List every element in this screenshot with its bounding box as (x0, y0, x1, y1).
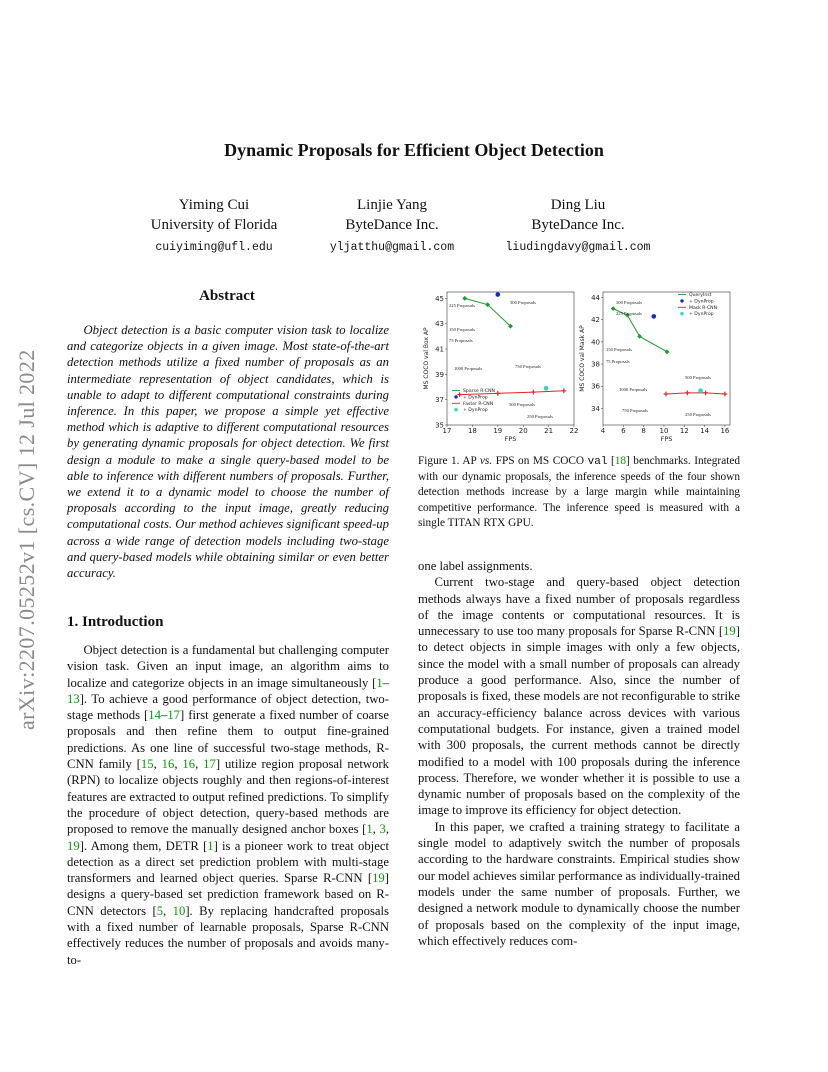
citation-link[interactable]: 3 (379, 822, 386, 837)
legend-label: Sparse R-CNN (463, 389, 495, 394)
y-axis-label: MS COCO val Mask AP (579, 325, 586, 392)
legend-label: Mask R-CNN (689, 305, 718, 311)
legend-label: Faster R-CNN (463, 401, 494, 407)
x-tick-label: 16 (720, 427, 730, 435)
x-axis-label: FPS (504, 435, 517, 443)
author-name: Yiming Cui (178, 197, 250, 213)
box-ap-chart (423, 292, 578, 443)
data-point (561, 388, 566, 393)
y-tick-label: 42 (591, 316, 600, 325)
citation-link[interactable]: 19 (723, 624, 736, 639)
x-tick-label: 20 (518, 427, 528, 435)
legend-swatch (680, 299, 683, 302)
data-point (652, 314, 657, 319)
citation-link[interactable]: 17 (203, 757, 216, 772)
right-column-text (418, 558, 740, 949)
abstract-heading: Abstract (199, 288, 255, 304)
point-annotation: 250 Proposals (527, 414, 553, 419)
x-tick-label: 10 (659, 427, 669, 435)
point-annotation: 500 Proposals (509, 402, 535, 407)
x-tick-label: 21 (544, 427, 554, 435)
legend-swatch (454, 408, 457, 411)
point-annotation: 75 Proposals (449, 338, 473, 343)
figure-caption: Figure 1. AP vs. FPS on MS COCO val [18] benchmarks. Integrated with our dynamic proposals, the inference speeds of the four shown detection methods increase by a large margin while maintaining competitive performance. The inference speed is measured with a single TITAN RTX GPU. (418, 455, 741, 529)
legend-label: + DynProp (689, 299, 714, 305)
author-email[interactable]: liudingdavy@gmail.com (505, 241, 651, 254)
point-annotation: 300 Proposals (616, 300, 642, 305)
point-annotation: 75 Proposals (606, 359, 630, 364)
citation-link[interactable]: 1 (376, 675, 383, 690)
legend-label: + DynProp (689, 312, 714, 318)
citation-link[interactable]: 1 (207, 838, 214, 853)
data-point (495, 391, 500, 396)
point-annotation: 150 Proposals (449, 327, 475, 332)
y-axis-label: MS COCO val Box AP (423, 327, 430, 390)
data-point (723, 392, 728, 397)
author-email[interactable]: yljatthu@gmail.com (329, 241, 455, 254)
point-annotation: 750 Proposals (622, 408, 648, 413)
citation-link[interactable]: 16 (182, 757, 196, 772)
y-tick-label: 35 (435, 421, 444, 430)
y-tick-label: 40 (591, 338, 600, 347)
point-annotation: 150 Proposals (606, 347, 632, 352)
y-tick-label: 34 (591, 404, 600, 413)
data-point (544, 386, 549, 391)
data-point (664, 392, 669, 397)
author-block-2 (292, 195, 492, 258)
citation-link[interactable]: 16 (161, 757, 175, 772)
y-tick-label: 38 (591, 360, 600, 369)
legend-label: + DynProp (463, 408, 488, 414)
citation-link[interactable]: 18 (614, 455, 627, 467)
data-point (665, 349, 670, 354)
legend-label: + DynProp (463, 395, 488, 401)
author-affiliation: University of Florida (150, 217, 278, 233)
point-annotation: 225 Proposals (616, 311, 642, 316)
body-paragraph: In this paper, we crafted a training strategy to facilitate a single model to adaptively switch the number of proposals according to the hardware constraints. Empirical studies show our model achieves similar performance as individually-trained models under the same number of proposals. Further, we designed a network module to dynamically choose the number of proposals based on the complexity of the input image, which effectively reduces com- (418, 819, 741, 948)
point-annotation: 250 Proposals (685, 412, 711, 417)
x-tick-label: 22 (569, 427, 579, 435)
point-annotation: 500 Proposals (685, 375, 711, 380)
data-point (611, 306, 616, 311)
body-paragraph: Current two-stage and query-based object detection methods always have a fixed number of proposals regardless of the image contents or computational resources. It is unnecessary to use too many proposals for Sparse R-CNN [19] to detect objects in simple images with only a few objects, since the model with a small number of proposals can already produce a good performance. Also, since the number of proposals is fixed, these models are not reconfigurable to strike an accuracy-efficiency balance across devices with various computational budgets. For instance, given a trained model with 300 proposals, the current methods cannot be directly modified to a model with 100 proposals during the inference process. Therefore, we wonder whether it is possible to use a dynamic number of proposals based on the complexity of the image to improve its efficiency for object detection. (418, 575, 740, 818)
x-axis-label: FPS (660, 435, 673, 443)
x-tick-label: 6 (621, 427, 626, 435)
citation-link[interactable]: 19 (372, 871, 385, 886)
data-point (496, 292, 501, 297)
point-annotation: 225 Proposals (449, 303, 475, 308)
section-heading: 1. Introduction (67, 614, 164, 630)
paper-title: Dynamic Proposals for Efficient Object Detection (224, 140, 604, 160)
legend-swatch (680, 312, 683, 315)
y-tick-label: 44 (591, 294, 600, 303)
author-affiliation: ByteDance Inc. (531, 217, 625, 233)
author-block-1 (114, 195, 314, 258)
author-block-3 (478, 195, 678, 258)
x-tick-label: 17 (442, 427, 452, 435)
author-name: Ding Liu (550, 197, 606, 213)
abstract-paragraph: Object detection is a basic computer vision task to localize and categorize objects in a given image. Most state-of-the-art detection methods utilize a fixed number of proposals as an intermediate representation of object candidates, which is unable to adapt to different computational constraints during inference. In this paper, we propose a simple yet effective method which is adaptive to different computational resources by generating dynamic proposals for object detection. We first design a module to make a single query-based model to be able to inference with different numbers of proposals. Further, we extend it to a dynamic model to choose the number of proposals according to the input image, greatly reducing computational costs. Our method achieves significant speed-up across a wide range of detection models including two-stage and query-based models while obtaining similar or even better accuracy. (67, 323, 389, 581)
abstract-text (67, 322, 389, 581)
data-point (698, 388, 703, 393)
x-tick-label: 8 (641, 427, 646, 435)
citation-link[interactable]: 19 (67, 838, 80, 853)
y-tick-label: 36 (591, 382, 600, 391)
author-affiliation: ByteDance Inc. (345, 217, 439, 233)
x-tick-label: 14 (700, 427, 710, 435)
x-tick-label: 19 (493, 427, 503, 435)
citation-link[interactable]: 10 (172, 903, 186, 918)
y-tick-label: 37 (435, 396, 444, 405)
citation-link[interactable]: 13 (67, 691, 80, 706)
point-annotation: 750 Proposals (515, 364, 541, 369)
citation-link[interactable]: 1 (366, 822, 373, 837)
x-tick-label: 18 (467, 427, 477, 435)
citation-link[interactable]: 17 (167, 708, 180, 723)
point-annotation: 1000 Proposals (619, 387, 648, 392)
author-email[interactable]: cuiyiming@ufl.edu (155, 241, 273, 254)
point-annotation: 300 Proposals (510, 300, 536, 305)
point-annotation: 1000 Proposals (454, 366, 483, 371)
arxiv-identifier[interactable]: arXiv:2207.05252v1 [cs.CV] 12 Jul 2022 (14, 349, 39, 730)
figure-1-chart (412, 288, 746, 444)
x-tick-label: 12 (679, 427, 689, 435)
author-name: Linjie Yang (356, 197, 427, 213)
mask-ap-chart (579, 292, 730, 443)
x-tick-label: 4 (600, 427, 606, 435)
citation-link[interactable]: 14 (148, 708, 161, 723)
continued-paragraph: one label assignments. (418, 559, 533, 573)
data-point (531, 390, 536, 395)
y-tick-label: 45 (435, 294, 444, 303)
y-tick-label: 41 (435, 345, 444, 354)
citation-link[interactable]: 5 (156, 903, 164, 918)
legend-swatch (454, 395, 457, 398)
series-line (666, 393, 725, 394)
y-tick-label: 39 (435, 370, 444, 379)
intro-paragraph: Object detection is a fundamental but challenging computer vision task. Given an input image, an algorithm aims to localize and categorize objects in an image simultaneously [1–13]. To achieve a good performance of object detection, two-stage methods [14–17] first generate a fixed number of coarse proposals and then refine them to output fine-grained predictions. As one line of successful two-stage methods, R-CNN family [15, 16, 16, 17] utilize region proposal network (RPN) to localize objects roughly and then regions-of-interest features are extracted to output refined predictions. To simplify the procedure of object detection, query-based methods are proposed to remove the manually designed anchor boxes [1, 3, 19]. Among them, DETR [1] is a pioneer work to treat object detection as a direct set prediction problem with multi-stage transformers and learned object queries. Sparse R-CNN [19] designs a query-based set prediction framework based on R-CNN detectors [5, 10]. By replacing handcrafted proposals with a fixed number of learnable proposals, Sparse R-CNN effectively reduces the number of proposals and avoids many-to- (67, 643, 390, 967)
legend-label: QueryInst (689, 293, 712, 298)
data-point (462, 296, 467, 301)
data-point (685, 390, 690, 395)
citation-link[interactable]: 15 (140, 757, 154, 772)
data-point (637, 334, 642, 339)
y-tick-label: 43 (435, 320, 444, 329)
data-point (703, 390, 708, 395)
data-point (457, 392, 462, 397)
intro-text (67, 642, 389, 968)
